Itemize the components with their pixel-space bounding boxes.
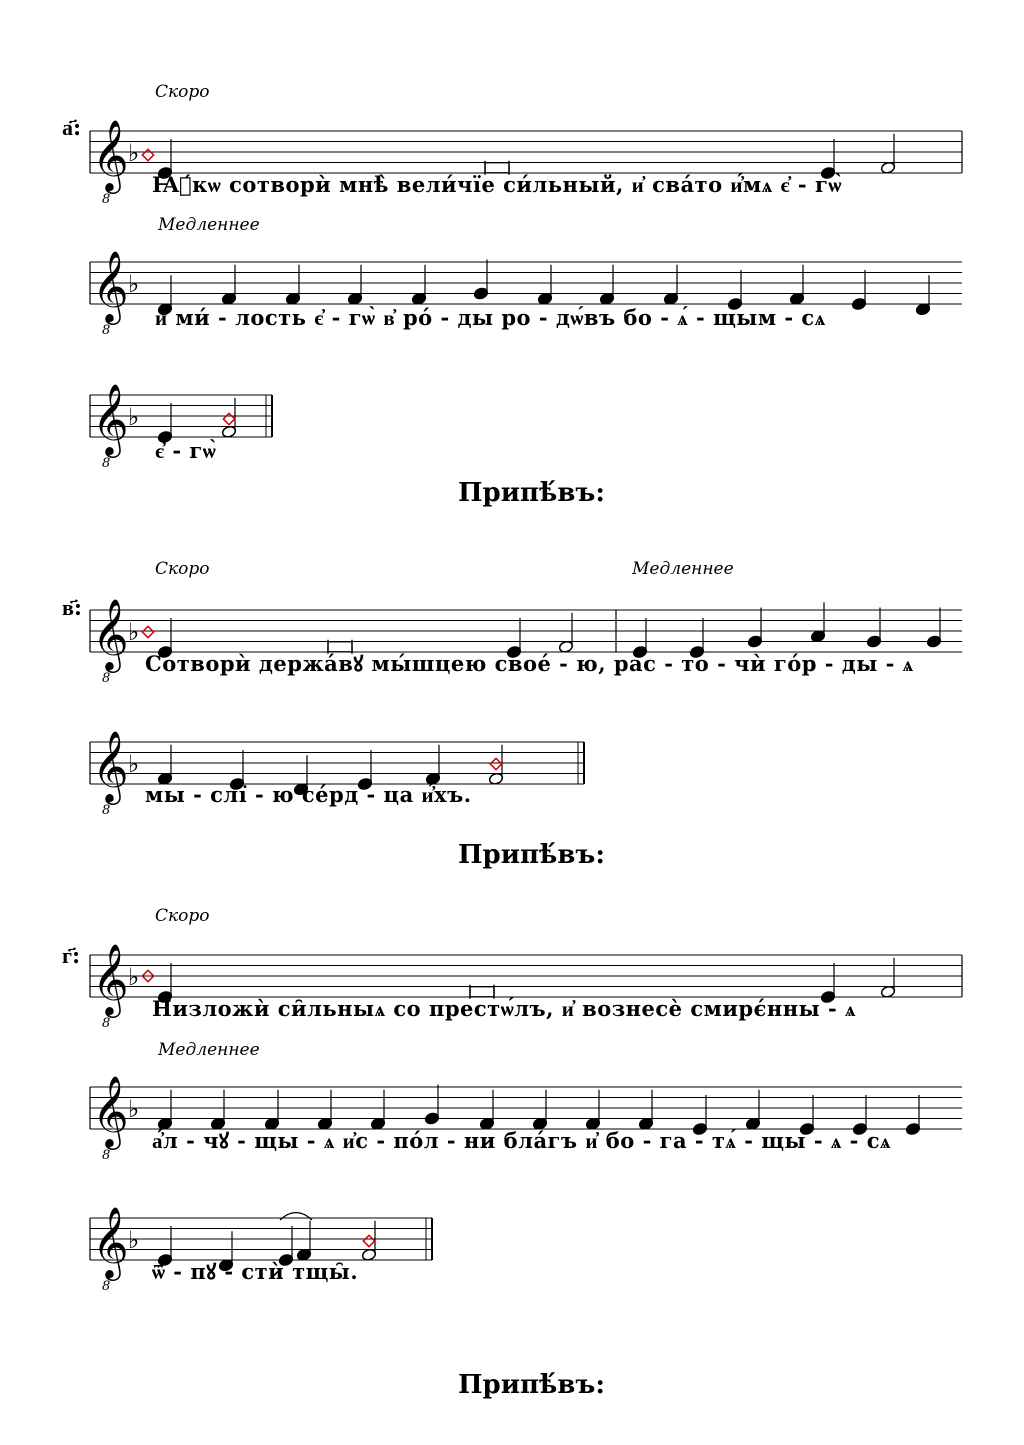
flat-icon: ♭ — [128, 963, 140, 991]
tempo-marking: Медленнее — [158, 1040, 260, 1060]
treble-clef-icon: 𝄞 — [92, 1205, 129, 1278]
treble-clef-icon: 𝄞 — [92, 118, 129, 191]
lyric-line: мы - слї - ю се́рд - ца и҆́хъ. — [145, 782, 472, 807]
tempo-marking: Скоро — [155, 906, 210, 926]
tempo-marking: Медленнее — [632, 559, 734, 579]
lyric-line: а҆́л - чꙋ - щы - ѧ и҆с - по́л - ни бла́гъ и҆ бо - га - тѧ́ - щы - ѧ - сѧ — [152, 1128, 891, 1153]
flat-icon: ♭ — [128, 1226, 140, 1254]
flat-icon: ♭ — [128, 618, 140, 646]
refrain-heading: Припѣ́въ: — [458, 478, 605, 508]
slur — [280, 1213, 312, 1221]
octave-mark: 8 — [102, 1148, 111, 1163]
treble-clef-icon: 𝄞 — [92, 249, 129, 322]
refrain-heading: Припѣ́въ: — [458, 1370, 605, 1400]
octave-mark: 8 — [102, 323, 111, 338]
octave-mark: 8 — [102, 803, 111, 818]
lyric-line: Низложѝ си̑льныѧ со престѡ́лъ, и҆ вознесѐ смирє́нны - ѧ — [152, 996, 857, 1021]
accent-mark — [363, 1235, 374, 1246]
octave-mark: 8 — [102, 1016, 111, 1031]
tempo-marking: Скоро — [155, 559, 210, 579]
treble-clef-icon: 𝄞 — [92, 597, 129, 670]
flat-icon: ♭ — [128, 139, 140, 167]
flat-icon: ♭ — [128, 1095, 140, 1123]
lyric-line: и҆ ми́ - лость є҆ - гѡ̀ в҆ ро́ - ды ро - дѡ́въ бо - ѧ́ - щым - сѧ — [155, 305, 826, 330]
lyric-line: Сотворѝ держа́вꙋ мы́шцею свое́ - ю, рас - то - чѝ го́р - ды - ѧ — [145, 651, 914, 676]
flat-icon: ♭ — [128, 270, 140, 298]
octave-mark: 8 — [102, 456, 111, 471]
refrain-heading: Припѣ́въ: — [458, 840, 605, 870]
treble-clef-icon: 𝄞 — [92, 942, 129, 1015]
accent-mark — [223, 413, 234, 424]
verse-label-2: в҃: — [62, 595, 83, 621]
tempo-marking: Медленнее — [158, 215, 260, 235]
treble-clef-icon: 𝄞 — [92, 1074, 129, 1147]
octave-mark: 8 — [102, 192, 111, 207]
verse-label-1: а҃: — [62, 115, 82, 141]
treble-clef-icon: 𝄞 — [92, 729, 129, 802]
treble-clef-icon: 𝄞 — [92, 382, 129, 455]
lyric-line: Ꙗ҆́кѡ сотворѝ мнѣ̀ вели́чїе си́льный, и҆ сва́то и҆́мѧ є҆ - гѡ̀ — [152, 172, 842, 197]
octave-mark: 8 — [102, 671, 111, 686]
flat-icon: ♭ — [128, 403, 140, 431]
octave-mark: 8 — [102, 1279, 111, 1294]
accent-mark — [142, 626, 153, 637]
accent-mark — [490, 758, 501, 769]
flat-icon: ♭ — [128, 750, 140, 778]
accent-mark — [142, 149, 153, 160]
lyric-line: ѿ - пꙋ - стѝ тщы̑. — [152, 1259, 359, 1284]
lyric-line: є҆ - гѡ̀ — [155, 438, 217, 463]
tempo-marking: Скоро — [155, 82, 210, 102]
verse-label-3: г҃: — [62, 943, 81, 969]
